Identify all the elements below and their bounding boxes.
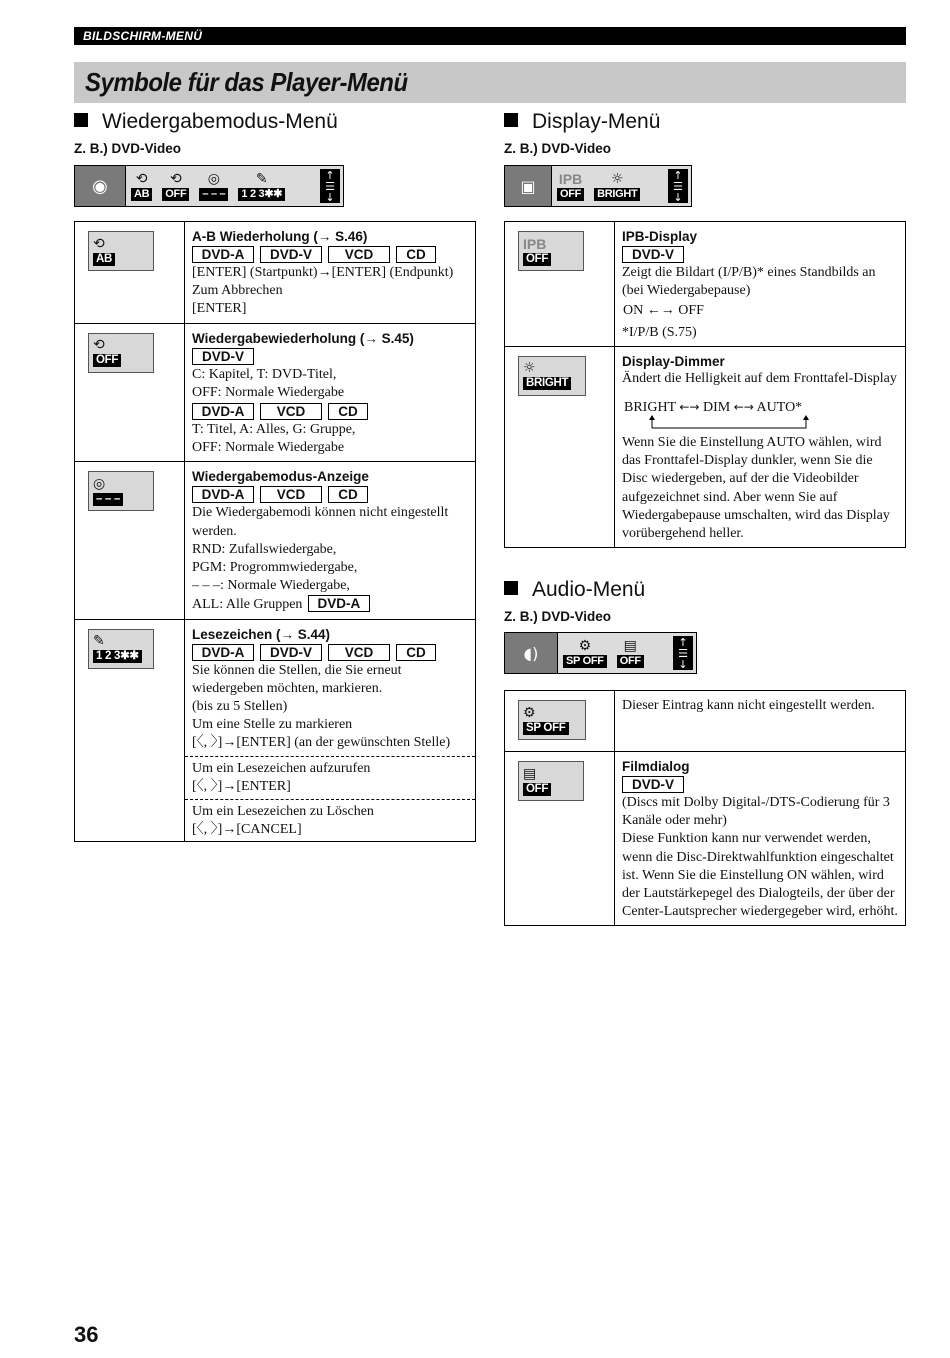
example-label: Z. B.) DVD-Video [74, 141, 182, 156]
section-heading-display: Display-Menü [504, 110, 660, 134]
row-text: Zum Abbrechen [192, 283, 283, 299]
row-text: [〈, 〉]→[ENTER] (an der gewünschten Stelle) [192, 735, 451, 751]
row-title: Display-Dimmer [622, 353, 725, 369]
audio-menu-bar [504, 632, 697, 674]
bookmark-menu-icon: ✎ 1 2 3✱✱ [238, 172, 285, 201]
row-text: PGM: Progrommwiedergabe, [192, 560, 358, 576]
brightness-cycle: BRIGHT ←→ DIM ←→ AUTO* [624, 398, 898, 432]
row-text: (Discs mit Dolby Digital-/DTS-Codierung für 3 Kanäle oder mehr) [622, 795, 890, 829]
dimmer-icon: ☼ BRIGHT [518, 356, 586, 396]
section-header-bar [74, 27, 906, 45]
table-row [75, 323, 476, 462]
row-text: OFF: Normale Wiedergabe [192, 384, 345, 400]
badge-cd: CD [396, 644, 436, 661]
table-row [75, 222, 476, 324]
row-text: – – –: Normale Wiedergabe, [192, 578, 350, 594]
scroll-arrows-icon: ↑ ☰ ↓ [668, 169, 688, 203]
example-label: Z. B.) DVD-Video [504, 141, 612, 156]
audio-table [504, 690, 906, 926]
row-text: Um eine Stelle zu markieren [192, 717, 353, 733]
row-text: Sie können die Stellen, die Sie erneut wiedergeben möchten, markieren. [192, 662, 402, 696]
row-text: OFF: Normale Wiedergabe [192, 440, 345, 456]
repeat-off-icon: ⟲ OFF [88, 333, 154, 373]
pin-icon: ✎ [255, 170, 268, 187]
play-mode-menu-icon: ◎ – – – [199, 172, 228, 201]
repeat-ab-icon: ⟲ AB [88, 231, 154, 271]
badge-dvd-a: DVD-A [192, 486, 254, 503]
page-title-bar [74, 62, 906, 103]
repeat-ab-menu-icon: ⟲ AB [131, 172, 152, 201]
square-bullet-icon [504, 113, 518, 127]
repeat-icon: ⟲ [135, 170, 148, 187]
page-title: Symbole für das Player-Menü [85, 67, 408, 97]
row-text: C: Kapitel, T: DVD-Titel, [192, 366, 337, 382]
page-number: 36 [74, 1322, 99, 1347]
table-row [75, 619, 476, 842]
ipb-icon: IPB OFF [518, 231, 584, 271]
badge-cd: CD [396, 246, 436, 263]
table-row [505, 222, 906, 347]
row-text: RND: Zufallswiedergabe, [192, 541, 337, 557]
badge-cd: CD [328, 403, 368, 420]
table-row [75, 462, 476, 619]
table-row [505, 752, 906, 926]
row-text: Die Wiedergabemodi können nicht eingestellt werden. [192, 505, 449, 539]
row-title: Wiedergabewiederholung (→ S.45) [192, 330, 414, 346]
row-paragraph: Wenn Sie die Einstellung AUTO wählen, wird das Fronttafel-Display dunkler, wenn Sie die Disc wiedergeben, auf der die Videobilder aufgezeichnet sind. Aber wenn Sie auf Wiedergabepause umschalten, wird das Display vorübergehend heller. [622, 435, 890, 542]
row-text: [ENTER] (Startpunkt)→[ENTER] (Endpunkt) [192, 265, 454, 280]
badge-vcd: VCD [328, 644, 390, 661]
sp-off-icon: ⚙ SP OFF [518, 700, 586, 740]
badge-dvd-a: DVD-A [192, 246, 254, 263]
row-text: Dieser Eintrag kann nicht eingestellt werden. [622, 698, 875, 713]
badge-dvd-v: DVD-V [622, 776, 684, 793]
row-text: Zeigt die Bildart (I/P/B)* eines Standbilds an (bei Wiedergabepause) [622, 265, 876, 299]
badge-dvd-a: DVD-A [308, 595, 370, 612]
badge-vcd: VCD [328, 246, 390, 263]
play-mode-icon: ◎ – – – [88, 471, 154, 511]
row-text: Ändert die Helligkeit auf dem Fronttafel-Display [622, 370, 897, 386]
section-heading-audio: Audio-Menü [504, 578, 645, 602]
display-icon: ▣ [505, 166, 552, 206]
table-row [505, 346, 906, 547]
scroll-arrows-icon: ↑ ☰ ↓ [320, 169, 340, 203]
badge-vcd: VCD [260, 486, 322, 503]
row-title: IPB-Display [622, 229, 698, 244]
row-text: Um ein Lesezeichen zu Löschen [192, 804, 374, 820]
badge-cd: CD [328, 486, 368, 503]
repeat-icon: ⟲ [169, 170, 182, 187]
film-icon: ▤ [623, 637, 637, 654]
on-off-cycle: ON ←→ OFF [623, 303, 704, 319]
row-text: ALL: Alle Gruppen [192, 597, 303, 613]
badge-dvd-a: DVD-A [192, 644, 254, 661]
film-dialog-icon: ▤ OFF [518, 761, 584, 801]
badge-dvd-v: DVD-V [260, 246, 322, 263]
row-text: Um ein Lesezeichen aufzurufen [192, 760, 371, 776]
section-header-label: BILDSCHIRM-MENÜ [83, 29, 203, 43]
dimmer-menu-icon: ☼ BRIGHT [594, 172, 640, 201]
ipb-menu-icon: IPB OFF [558, 170, 583, 200]
dashed-divider [185, 799, 475, 800]
dialog-menu-icon: ▤ OFF [617, 639, 644, 668]
scroll-arrows-icon: ↑ ☰ ↓ [673, 636, 693, 670]
row-text: Diese Funktion kann nur verwendet werden, wenn die Disc-Direktwahlfunktion eingeschaltet ist. Wenn Sie die Einstellung ON wählen, wird der Lautstärkepegel des Dialogteils, der über der Center-Lautsprecher wiedergegeber wird, erhöht. [622, 831, 898, 920]
disc-icon: ◉ [75, 166, 126, 206]
sun-icon: ☼ [611, 170, 624, 187]
display-table [504, 221, 906, 548]
section-heading-playback: Wiedergabemodus-Menü [74, 110, 338, 134]
row-title: Filmdialog [622, 759, 690, 774]
row-text: (bis zu 5 Stellen) [192, 699, 288, 715]
playback-menu-bar [74, 165, 344, 207]
badge-dvd-a: DVD-A [192, 403, 254, 420]
badge-dvd-v: DVD-V [260, 644, 322, 661]
table-row [505, 691, 906, 752]
playback-table [74, 221, 476, 842]
dashed-divider [185, 756, 475, 757]
bookmark-icon: ✎ 1 2 3✱✱ [88, 629, 154, 669]
example-label: Z. B.) DVD-Video [504, 609, 612, 624]
repeat-off-menu-icon: ⟲ OFF [162, 172, 189, 201]
row-title: Wiedergabemodus-Anzeige [192, 469, 369, 485]
badge-vcd: VCD [260, 403, 322, 420]
square-bullet-icon [504, 581, 518, 595]
row-text: [〈, 〉]→[CANCEL] [192, 822, 302, 838]
sp-off-menu-icon: ⚙ SP OFF [563, 639, 607, 668]
row-title: Lesezeichen (→ S.44) [192, 626, 331, 642]
row-title: A-B Wiederholung (→ S.46) [192, 229, 368, 244]
square-bullet-icon [74, 113, 88, 127]
cycle-return-arrow [644, 414, 834, 430]
display-menu-bar [504, 165, 692, 207]
speaker-icon: ◖) [505, 633, 558, 673]
row-text: [〈, 〉]→[ENTER] [192, 778, 291, 794]
speaker-set-icon: ⚙ [578, 637, 592, 654]
row-text: T: Titel, A: Alles, G: Gruppe, [192, 422, 356, 438]
footnote: *I/P/B (S.75) [622, 324, 697, 340]
badge-dvd-v: DVD-V [622, 246, 684, 263]
badge-dvd-v: DVD-V [192, 348, 254, 365]
play-disc-icon: ◎ [207, 170, 220, 187]
row-text: [ENTER] [192, 301, 247, 317]
